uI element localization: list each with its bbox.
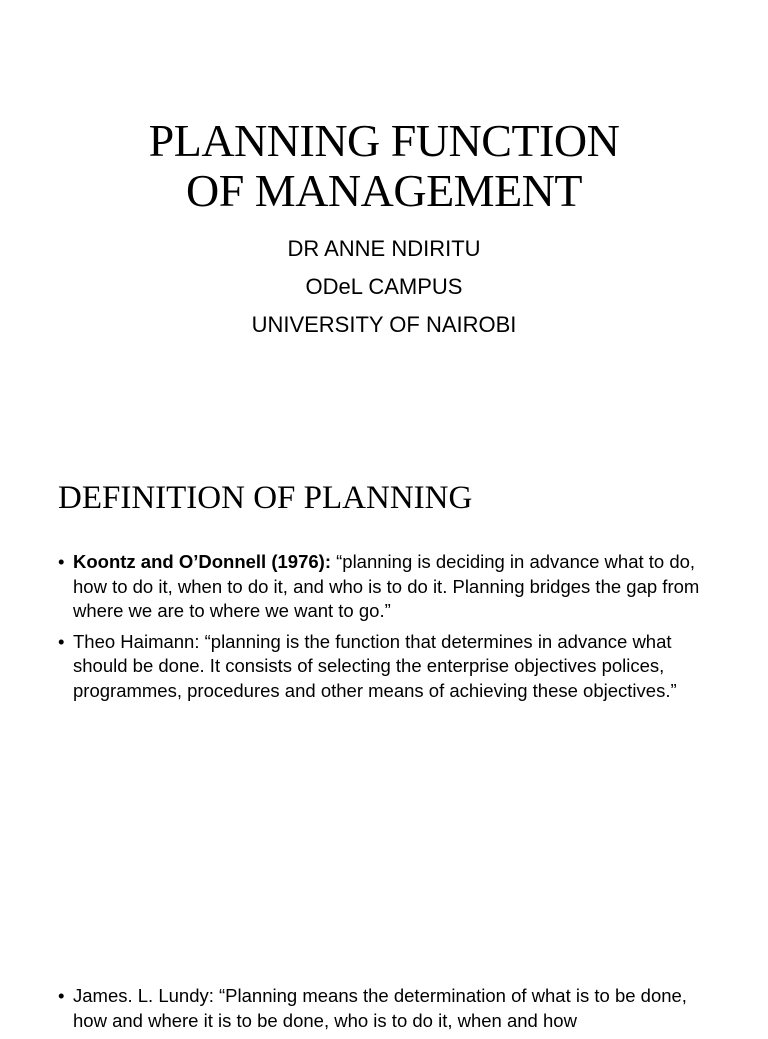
definition-list <box>58 550 718 709</box>
bullet-icon: • <box>58 630 65 652</box>
author-name: DR ANNE NDIRITU <box>287 236 481 261</box>
section-heading: DEFINITION OF PLANNING <box>58 480 473 516</box>
list-item <box>58 984 718 1033</box>
citation-text: Theo Haimann: “planning is the function that determines in advance what should be done. It consists of selecting the enterprise objectives polices, programmes, procedures and other means of achieving these objectives.” <box>73 630 677 701</box>
definition-list-continued <box>58 984 718 1039</box>
citation-lead: Koontz and O’Donnell (1976): <box>73 551 331 572</box>
title-line-1: PLANNING FUNCTION <box>148 115 620 166</box>
title-slide <box>0 0 768 430</box>
citation-text: James. L. Lundy: “Planning means the determination of what is to be done, how and where it is to be done, who is to do it, when and how <box>73 985 687 1031</box>
subtitle-block <box>0 230 768 344</box>
bullet-icon: • <box>58 551 65 572</box>
definition-slide <box>0 430 768 1031</box>
list-item <box>58 630 718 704</box>
campus-name: ODeL CAMPUS <box>305 274 463 299</box>
bullet-icon: • <box>58 985 65 1006</box>
institution-name: UNIVERSITY OF NAIROBI <box>251 312 517 337</box>
citation-text: “planning is deciding in advance what to do, how to do it, when to do it, and who is to do it. Planning bridges the gap from where we are to where we want to go.” <box>73 551 700 621</box>
list-item <box>58 550 718 624</box>
title-line-2: OF MANAGEMENT <box>186 165 582 216</box>
page-title <box>0 116 768 216</box>
